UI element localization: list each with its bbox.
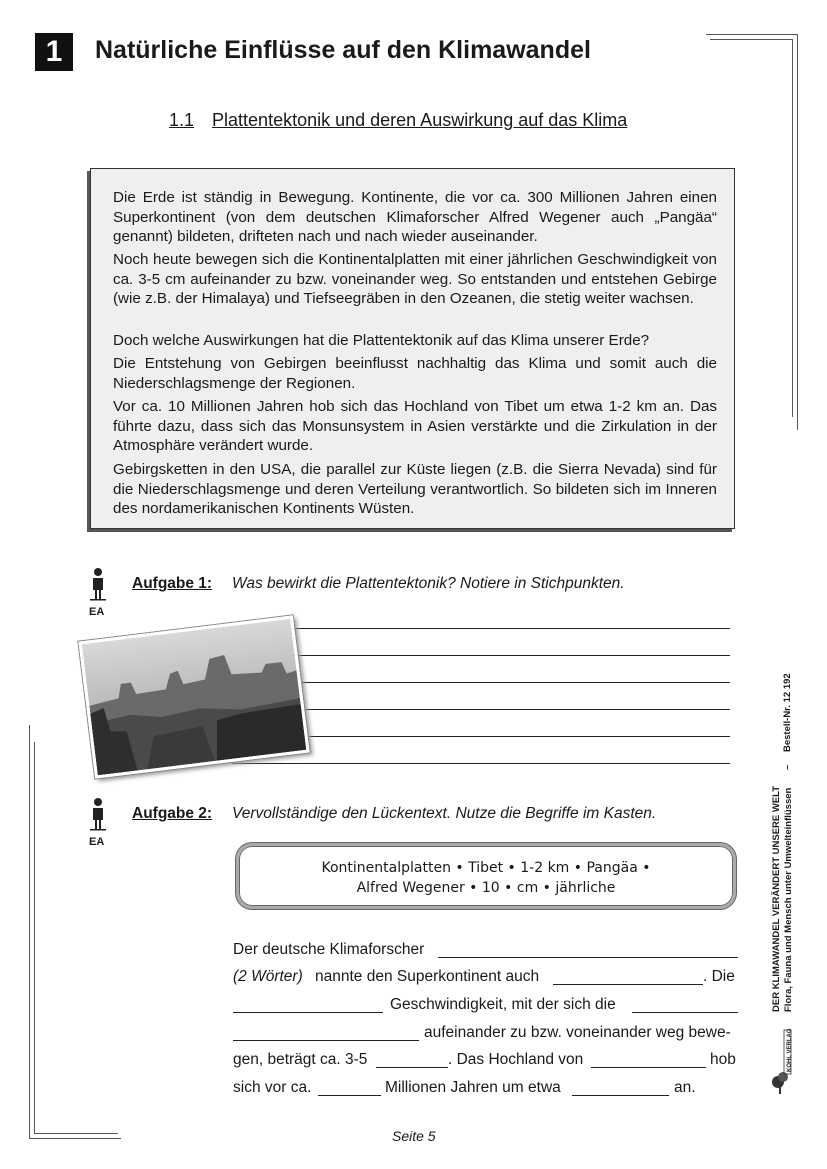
- answer-line[interactable]: [290, 655, 730, 656]
- cloze-blank[interactable]: [438, 957, 738, 958]
- section-number: 1.1: [169, 110, 195, 130]
- desert-landscape-photo: [78, 615, 309, 778]
- task1-label: Aufgabe 1:: [132, 575, 213, 592]
- cloze-text: Millionen Jahren um etwa: [385, 1079, 561, 1096]
- answer-line[interactable]: [298, 709, 730, 710]
- order-number: Bestell-Nr. 12 192: [782, 673, 793, 752]
- cloze-line: [233, 941, 738, 961]
- person-icon: [89, 567, 107, 601]
- info-paragraph: Gebirgsketten in den USA, die parallel zur Küste liegen (z.B. die Sierra Nevada) sind für die Niederschlagsmenge und deren Verteilung verantwortlich. So bildeten sich im Inneren des nordamerikanischen Kontinents Wüsten.: [113, 461, 717, 517]
- cloze-text: . Die: [703, 968, 735, 985]
- answer-line[interactable]: [300, 736, 730, 737]
- ea-badge: EA: [89, 606, 105, 618]
- word-bank-line: Alfred Wegener • 10 • cm • jährliche: [356, 880, 616, 896]
- publisher-name: KOHL VERLAG: [787, 1028, 793, 1072]
- frame-bottom-outer: [29, 1138, 121, 1139]
- series-subtitle: Flora, Fauna und Mensch unter Umwelteinflüssen: [783, 787, 794, 1012]
- chapter-title: Natürliche Einflüsse auf den Klimawandel: [95, 36, 591, 64]
- section-heading: [169, 110, 627, 131]
- frame-bottom-inner: [34, 1133, 118, 1134]
- frame-right-outer: [797, 34, 798, 430]
- cloze-blank[interactable]: [318, 1095, 381, 1096]
- chapter-number: 1: [35, 33, 73, 71]
- cloze-text: an.: [674, 1079, 696, 1096]
- cloze-line: [233, 1024, 738, 1044]
- task2-label: Aufgabe 2:: [132, 805, 213, 822]
- info-paragraph: Die Entstehung von Gebirgen beeinflusst nachhaltig das Klima und somit auch die Niederschlagsmenge der Regionen.: [113, 355, 717, 392]
- cloze-text: aufeinander zu bzw. voneinander weg bewe-: [424, 1024, 731, 1041]
- cloze-text: sich vor ca.: [233, 1079, 312, 1096]
- answer-line[interactable]: [290, 628, 730, 629]
- cloze-text: (2 Wörter): [233, 968, 303, 985]
- series-title: DER KLIMAWANDEL VERÄNDERT UNSERE WELT: [771, 785, 782, 1012]
- side-dash: –: [782, 764, 793, 770]
- cloze-text: Der deutsche Klimaforscher: [233, 941, 425, 958]
- cloze-text: Geschwindigkeit, mit der sich die: [390, 996, 616, 1013]
- info-paragraph: Noch heute bewegen sich die Kontinentalplatten mit einer jährlichen Geschwindigkeit von ca. 3-5 cm aufeinander zu bzw. voneinander weg. So entstanden und entstehen Gebirge (wie z.B. der Himalaya) und Tiefseegräben in den Ozeanen, die stetig weiter wachsen.: [113, 251, 717, 307]
- task2-instruction: Vervollständige den Lückentext. Nutze die Begriffe im Kasten.: [232, 805, 657, 822]
- answer-line[interactable]: [232, 763, 730, 764]
- person-icon: [89, 797, 107, 831]
- frame-right-inner: [792, 39, 793, 417]
- cloze-line: [233, 1051, 738, 1071]
- cloze-line: [233, 996, 738, 1016]
- cloze-blank[interactable]: [632, 1012, 738, 1013]
- info-box: [90, 168, 735, 529]
- word-bank-line: Kontinentalplatten • Tibet • 1-2 km • Pangäa •: [321, 860, 651, 876]
- cloze-blank[interactable]: [572, 1095, 669, 1096]
- cloze-blank[interactable]: [233, 1012, 383, 1013]
- cloze-blank[interactable]: [233, 1040, 419, 1041]
- page-number: Seite 5: [392, 1128, 436, 1144]
- frame-left-outer: [29, 725, 30, 1138]
- info-paragraph: Die Erde ist ständig in Bewegung. Kontinente, die vor ca. 300 Millionen Jahren einen Superkontinent (von dem deutschen Klimaforscher Alfred Wegener auch „Pangäa“ genannt) bildeten, drifteten nach und nach wieder auseinander.: [113, 189, 717, 245]
- frame-top-outer: [706, 34, 797, 35]
- answer-line[interactable]: [295, 682, 730, 683]
- task1-instruction: Was bewirkt die Plattentektonik? Notiere in Stichpunkten.: [232, 575, 625, 592]
- cloze-blank[interactable]: [553, 984, 703, 985]
- frame-left-inner: [34, 742, 35, 1134]
- cloze-text: hob: [710, 1051, 736, 1068]
- ea-badge: EA: [89, 836, 105, 848]
- cloze-text: gen, beträgt ca. 3-5: [233, 1051, 368, 1068]
- cloze-blank[interactable]: [376, 1067, 448, 1068]
- cloze-blank[interactable]: [591, 1067, 706, 1068]
- frame-top-inner: [710, 39, 792, 40]
- cloze-line: [233, 968, 738, 988]
- cloze-text: nannte den Superkontinent auch: [315, 968, 540, 985]
- cloze-text: . Das Hochland von: [448, 1051, 584, 1068]
- section-title: Plattentektonik und deren Auswirkung auf das Klima: [212, 110, 628, 130]
- word-bank-box: [236, 843, 736, 909]
- info-paragraph: Vor ca. 10 Millionen Jahren hob sich das Hochland von Tibet um etwa 1-2 km an. Das führte dazu, dass sich das Monsunsystem in Asien verstärkte und die Zirkulation in der Atmosphäre verändert wurde.: [113, 398, 717, 454]
- cloze-line: [233, 1079, 738, 1099]
- info-paragraph: Doch welche Auswirkungen hat die Plattentektonik auf das Klima unserer Erde?: [113, 332, 650, 349]
